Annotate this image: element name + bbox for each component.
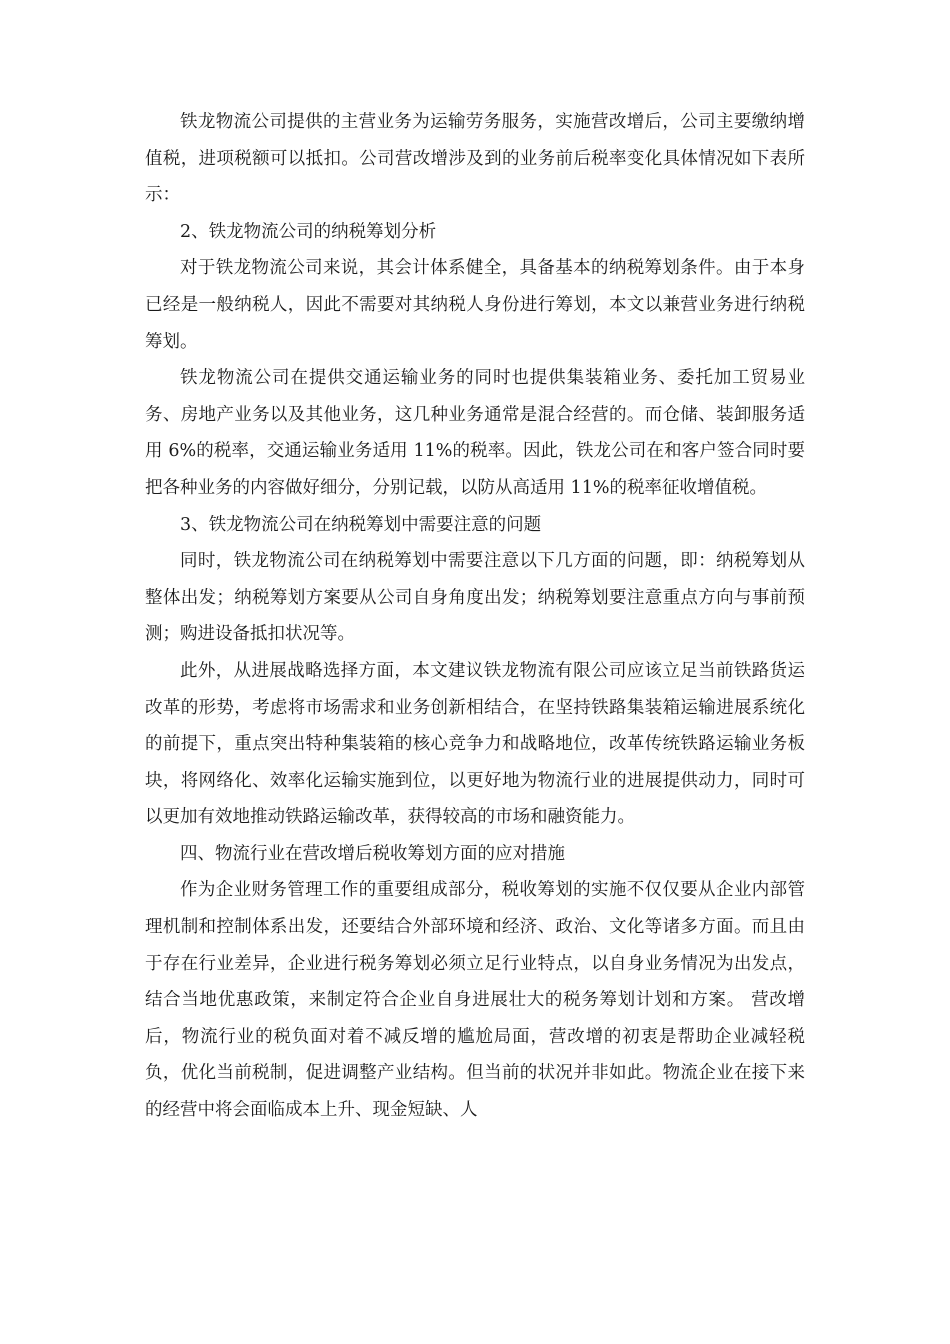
paragraph-accounting-system: 对于铁龙物流公司来说，其会计体系健全，具备基本的纳税筹划条件。由于本身已经是一般纳税人，因此不需要对其纳税人身份进行筹划，本文以兼营业务进行纳税筹划。 <box>145 258 805 352</box>
document-body <box>145 104 805 1129</box>
paragraph-business-intro: 铁龙物流公司提供的主营业务为运输劳务服务，实施营改增后，公司主要缴纳增值税，进项税额可以抵扣。公司营改增涉及到的业务前后税率变化具体情况如下表所示： <box>145 112 805 206</box>
section-heading-countermeasures: 四、物流行业在营改增后税收筹划方面的应对措施 <box>180 843 565 864</box>
paragraph-issues-list: 同时，铁龙物流公司在纳税筹划中需要注意以下几方面的问题，即：纳税筹划从整体出发；纳税筹划方案要从公司自身角度出发；纳税筹划要注意重点方向与事前预测；购进设备抵扣状况等。 <box>145 551 805 645</box>
paragraph-strategy: 此外，从进展战略选择方面，本文建议铁龙物流有限公司应该立足当前铁路货运改革的形势，考虑将市场需求和业务创新相结合，在坚持铁路集装箱运输进展系统化的前提下，重点突出特种集装箱的核心竞争力和战略地位，改革传统铁路运输业务板块，将网络化、效率化运输实施到位，以更好地为物流行业的进展提供动力，同时可以更加有效地推动铁路运输改革，获得较高的市场和融资能力。 <box>145 660 805 828</box>
paragraph-mixed-operations: 铁龙物流公司在提供交通运输业务的同时也提供集装箱业务、委托加工贸易业务、房地产业务以及其他业务，这几种业务通常是混合经营的。而仓储、装卸服务适用 6%的税率，交通运输业务适用 11%的税率。因此，铁龙公司在和客户签合同时要把各种业务的内容做好细分，分别记载，以防从高适用 11%的税率征收增值税。 <box>145 368 805 498</box>
paragraph-countermeasures: 作为企业财务管理工作的重要组成部分，税收筹划的实施不仅仅要从企业内部管理机制和控制体系出发，还要结合外部环境和经济、政治、文化等诸多方面。而且由于存在行业差异，企业进行税务筹划必须立足行业特点，以自身业务情况为出发点，结合当地优惠政策，来制定符合企业自身进展壮大的税务筹划计划和方案。 营改增后，物流行业的税负面对着不减反增的尴尬局面，营改增的初衷是帮助企业减轻税负，优化当前税制，促进调整产业结构。但当前的状况并非如此。物流企业在接下来的经营中将会面临成本上升、现金短缺、人 <box>145 880 805 1121</box>
section-heading-issues: 3、铁龙物流公司在纳税筹划中需要注意的问题 <box>180 514 542 535</box>
section-heading-tax-planning-analysis: 2、铁龙物流公司的纳税筹划分析 <box>180 221 437 242</box>
